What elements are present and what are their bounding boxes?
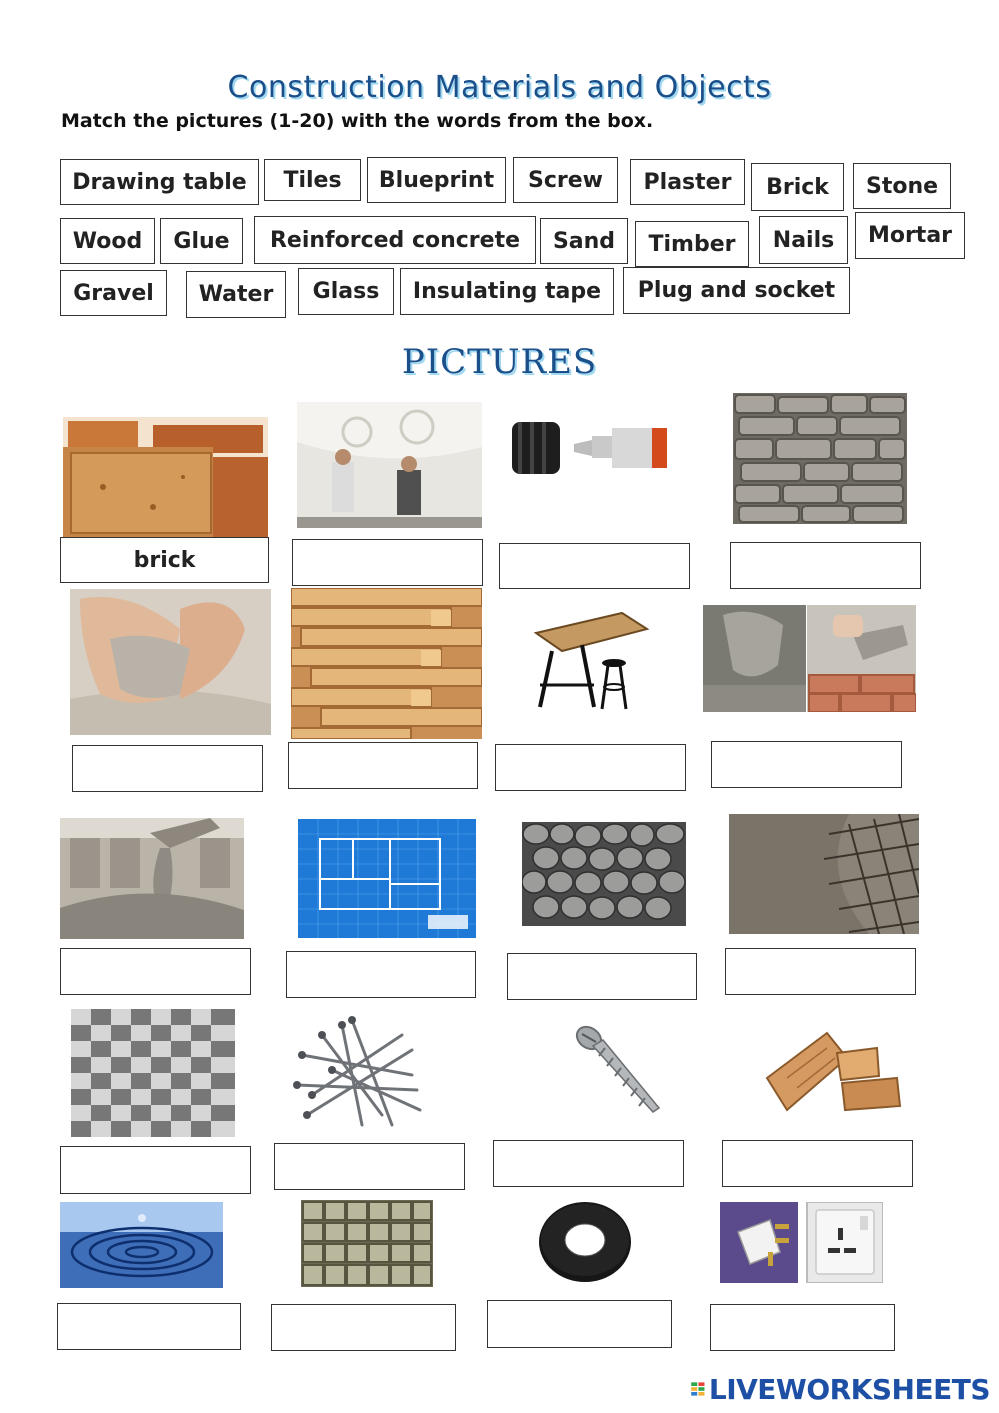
- brick-photo: [63, 417, 268, 543]
- word-nails: Nails: [759, 216, 848, 264]
- word-plaster: Plaster: [630, 159, 745, 205]
- answer-box-5[interactable]: [72, 745, 263, 792]
- word-plug-and-socket: Plug and socket: [623, 267, 850, 314]
- tiles-photo: [71, 1009, 235, 1137]
- answer-box-4[interactable]: [730, 542, 921, 589]
- word-stone: Stone: [853, 163, 951, 209]
- footer-brand-text[interactable]: LIVEWORKSHEETS: [708, 1372, 990, 1406]
- word-gravel: Gravel: [60, 270, 167, 316]
- water-drop-photo: [60, 1202, 223, 1288]
- liveworksheets-logo-icon: [690, 1375, 707, 1403]
- answer-box-6[interactable]: [288, 742, 478, 789]
- screw-photo: [573, 1022, 663, 1114]
- plug-socket-photo: [720, 1202, 883, 1283]
- reinforced-concrete-photo: [729, 814, 919, 934]
- answer-box-20[interactable]: [710, 1304, 895, 1351]
- answer-box-1[interactable]: brick: [60, 537, 269, 583]
- word-wood: Wood: [60, 218, 155, 264]
- answer-box-3[interactable]: [499, 543, 690, 589]
- answer-box-18[interactable]: [271, 1304, 456, 1351]
- answer-box-15[interactable]: [493, 1140, 684, 1187]
- insulating-tape-photo: [537, 1200, 634, 1285]
- gravel-pour-photo: [60, 818, 244, 939]
- answer-box-9[interactable]: [60, 948, 251, 995]
- timber-planks-photo: [291, 588, 482, 739]
- answer-box-8[interactable]: [711, 741, 902, 788]
- wood-logs-photo: [757, 1018, 903, 1116]
- footer-brand: [690, 1372, 990, 1406]
- blueprint-photo: [298, 819, 476, 938]
- word-tiles: Tiles: [264, 159, 361, 201]
- sand-hands-photo: [70, 589, 271, 735]
- stone-wall-photo: [733, 393, 907, 524]
- word-sand: Sand: [540, 218, 628, 264]
- page-title: Construction Materials and Objects: [227, 70, 772, 105]
- drawing-table-photo: [522, 605, 659, 715]
- word-water: Water: [186, 271, 286, 318]
- answer-box-10[interactable]: [286, 951, 476, 998]
- mortar-photo: [703, 605, 916, 712]
- answer-box-12[interactable]: [725, 948, 916, 995]
- plaster-ceiling-photo: [297, 402, 482, 528]
- answer-box-13[interactable]: [60, 1146, 251, 1194]
- glue-tube-photo: [512, 414, 667, 482]
- answer-box-16[interactable]: [722, 1140, 913, 1187]
- answer-box-2[interactable]: [292, 539, 483, 586]
- word-glass: Glass: [298, 268, 394, 315]
- answer-box-14[interactable]: [274, 1143, 465, 1190]
- answer-box-11[interactable]: [507, 953, 697, 1000]
- answer-box-7[interactable]: [495, 744, 686, 791]
- word-timber: Timber: [635, 221, 749, 267]
- word-mortar: Mortar: [855, 212, 965, 259]
- word-glue: Glue: [160, 218, 243, 264]
- answer-box-17[interactable]: [57, 1303, 241, 1350]
- word-drawing-table: Drawing table: [60, 159, 259, 205]
- answer-box-19[interactable]: [487, 1300, 672, 1348]
- nails-photo: [292, 1015, 424, 1132]
- word-reinforced-concrete: Reinforced concrete: [254, 216, 536, 264]
- instructions: Match the pictures (1-20) with the words from the box.: [61, 110, 654, 132]
- word-blueprint: Blueprint: [367, 157, 506, 203]
- word-screw: Screw: [513, 157, 618, 203]
- glass-blocks-photo: [301, 1200, 433, 1287]
- word-insulating-tape: Insulating tape: [400, 268, 614, 315]
- stones-photo: [522, 822, 686, 926]
- pictures-heading: PICTURES: [401, 342, 598, 382]
- word-brick: Brick: [751, 163, 844, 211]
